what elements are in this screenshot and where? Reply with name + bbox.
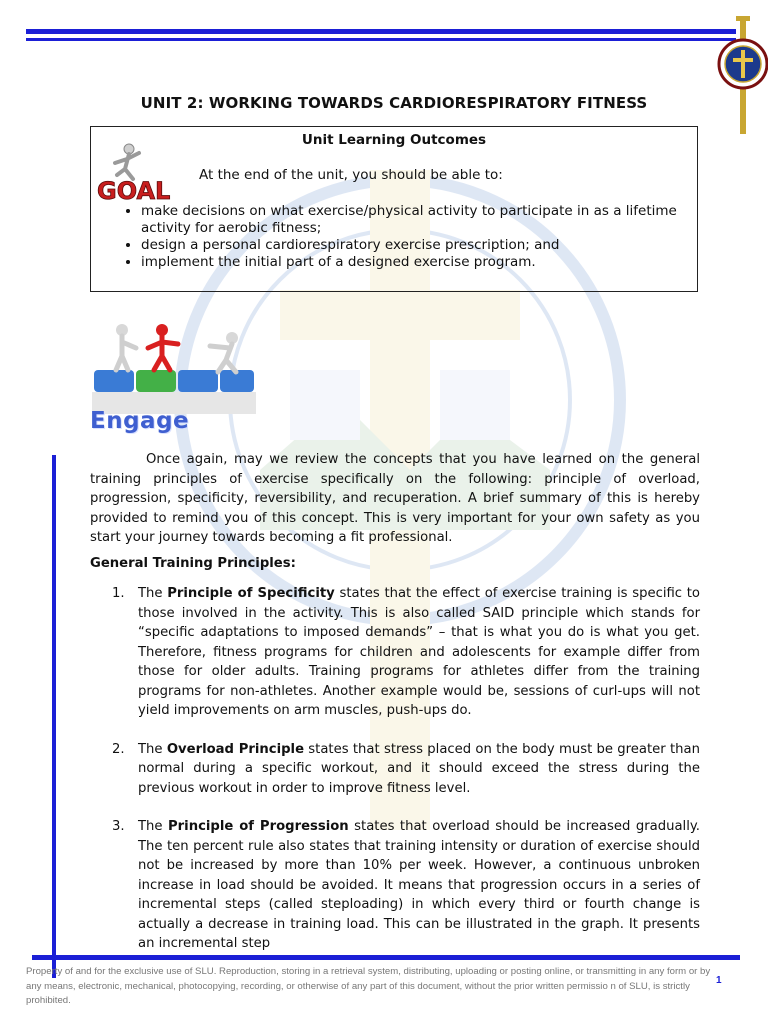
- intro-paragraph: Once again, may we review the concepts that you have learned on the general training principles of exercise specifically on the following: principle of overload, progression, specificity, reversibility, and recuperation. A brief summary of this is hereby provided to remind you of this concept. This is very important for your own safety as you start your journey towards becoming a fit professional.: [90, 452, 700, 545]
- principle-term: Principle of Progression: [168, 819, 349, 834]
- principle-text: states that overload should be increased gradually. The ten percent rule also states that training intensity or duration of exercise should not be increased by more than 10% per week. However, a continuous unbroken increase in load should be avoided. It means that progression occurs in a series of incremental steps (called steploading) in which every third or fourth change is actually a decrease in training load. This can be illustrated in the graph. It presents an incremental step: [138, 819, 700, 951]
- goal-clipart-icon: [95, 139, 175, 205]
- principle-text: states that stress placed on the body must be greater than normal during a specific workout, and it should exceed the stress during the previous workout in order to improve fitness level.: [138, 741, 700, 796]
- header-rule-bottom: [26, 38, 736, 41]
- copyright-notice: Property of and for the exclusive use of SLU. Reproduction, storing in a retrieval system, distributing, uploading or posting online, or transmitting in any form or by any means, electronic, mechanical, photocopying, recording, or otherwise of any part of this document, without the prior written permissio n of SLU, is strictly prohibited.: [26, 966, 711, 1006]
- outcomes-list: [105, 203, 691, 271]
- engage-heading: Engage: [90, 408, 190, 434]
- principle-prefix: The: [138, 586, 168, 601]
- principle-term: Overload Principle: [166, 741, 305, 757]
- outcomes-heading: Unit Learning Outcomes: [301, 132, 487, 148]
- principle-item: [90, 817, 700, 954]
- goal-word: GOAL: [97, 177, 171, 205]
- outcomes-lead: At the end of the unit, you should be able to:: [199, 167, 503, 183]
- learning-outcomes-box: [90, 126, 698, 292]
- unit-title: UNIT 2: WORKING TOWARDS CARDIORESPIRATORY FITNESS: [140, 94, 648, 112]
- engage-puzzle-people-icon: [92, 318, 258, 420]
- principle-number: 2.: [112, 741, 125, 757]
- university-seal-logo: [700, 10, 768, 134]
- principles-list: [90, 584, 700, 973]
- page-number: 1: [716, 975, 722, 986]
- principle-prefix: The: [138, 741, 167, 757]
- left-margin-bar: [52, 455, 56, 978]
- principle-text: states that the effect of exercise training is specific to those involved in the activity. This is also called SAID principle which stands for “specific adaptations to imposed demands” – that is what you do is what you get. Therefore, fitness programs for children and adolescents for example differ from those for older adults. Training programs for athletes differ from the training programs for non-athletes. Another example would be, sessions of curl-ups will not yield improvements on arm muscles, push-ups do.: [138, 586, 700, 718]
- footer-rule: [32, 955, 740, 960]
- principle-prefix: The: [138, 819, 169, 834]
- principle-item: [90, 740, 700, 799]
- header-rule-top: [26, 29, 736, 34]
- outcome-item: • implement the initial part of a designed exercise program.: [141, 254, 691, 271]
- outcome-item: • make decisions on what exercise/physical activity to participate in as a lifetime activity for aerobic fitness;: [141, 203, 691, 237]
- outcome-item: • design a personal cardiorespiratory exercise prescription; and: [141, 237, 691, 254]
- principle-item: [90, 584, 700, 721]
- principle-term: Principle of Specificity: [167, 586, 335, 601]
- principle-number: 1.: [112, 586, 125, 601]
- principle-number: 3.: [112, 819, 125, 834]
- principles-heading: General Training Principles:: [90, 556, 296, 571]
